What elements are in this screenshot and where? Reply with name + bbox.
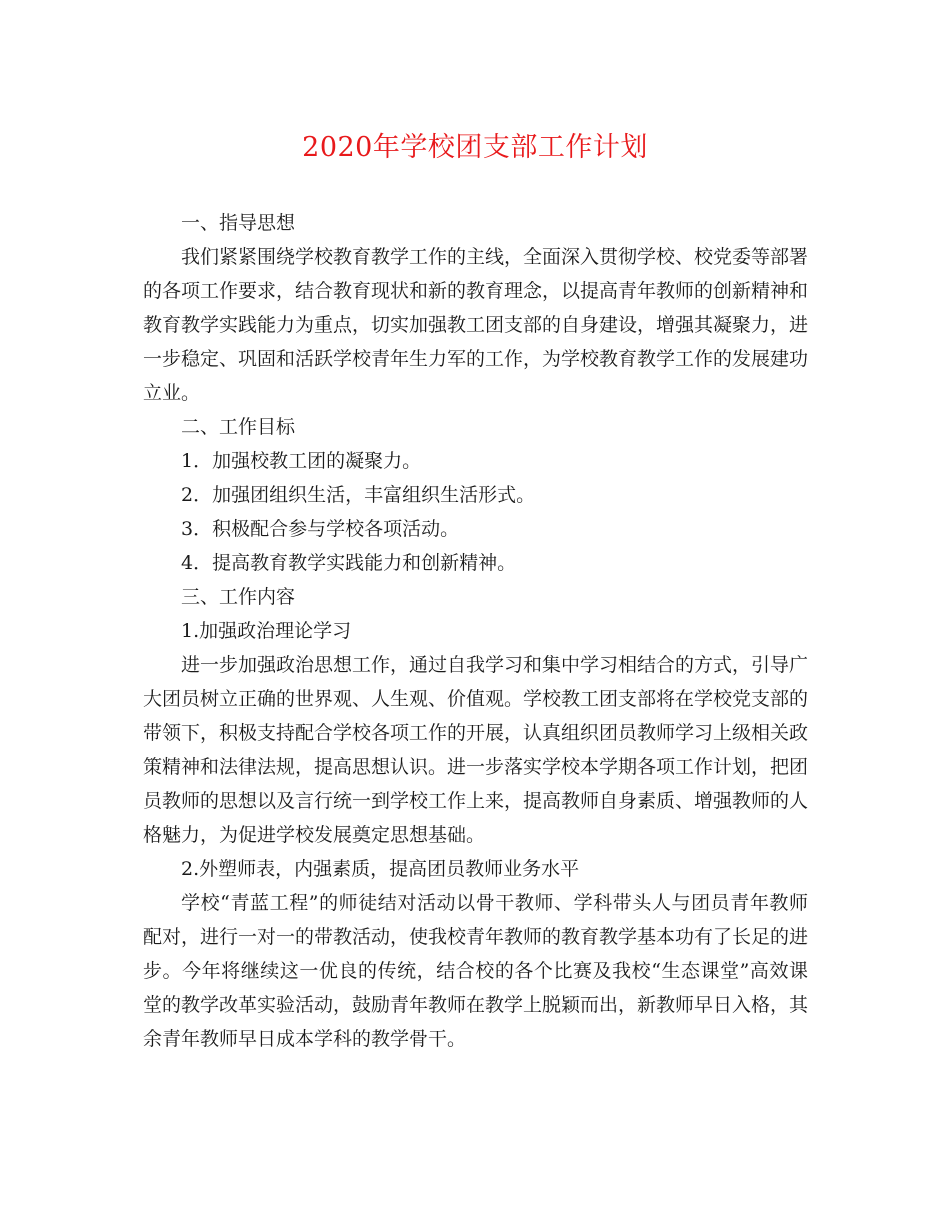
goal-item-2: 2．加强团组织生活，丰富组织生活形式。 bbox=[181, 484, 536, 506]
goal-item-4: 4．提高教育教学实践能力和创新精神。 bbox=[181, 552, 517, 574]
goal-item-1: 1．加强校教工团的凝聚力。 bbox=[181, 450, 422, 472]
goal-item-3: 3．积极配合参与学校各项活动。 bbox=[181, 518, 460, 540]
paragraph-political-study: 进一步加强政治思想工作，通过自我学习和集中学习相结合的方式，引导广大团员树立正确的世界观、人生观、价值观。学校教工团支部将在学校党支部的带领下，积极支持配合学校各项工作的开展，认真组织团员教师学习上级相关政策精神和法律法规，提高思想认识。进一步落实学校本学期各项工作计划，把团员教师的思想以及言行统一到学校工作上来，提高教师自身素质、增强教师的人格魅力，为促进学校发展奠定思想基础。 bbox=[143, 654, 809, 846]
paragraph-guiding-ideology: 我们紧紧围绕学校教育教学工作的主线，全面深入贯彻学校、校党委等部署的各项工作要求，结合教育现状和新的教育理念，以提高青年教师的创新精神和教育教学实践能力为重点，切实加强教工团支部的自身建设，增强其凝聚力，进一步稳定、巩固和活跃学校青年生力军的工作，为学校教育教学工作的发展建功立业。 bbox=[143, 246, 809, 404]
paragraph-teacher-quality: 学校“青蓝工程”的师徒结对活动以骨干教师、学科带头人与团员青年教师配对，进行一对一的带教活动，使我校青年教师的教育教学基本功有了长足的进步。今年将继续这一优良的传统，结合校的各个比赛及我校“生态课堂”高效课堂的教学改革实验活动，鼓励青年教师在教学上脱颖而出，新教师早日入格，其余青年教师早日成本学科的教学骨干。 bbox=[143, 892, 809, 1050]
heading-work-goals: 二、工作目标 bbox=[181, 416, 296, 438]
subheading-teacher-quality: 2.外塑师表，内强素质，提高团员教师业务水平 bbox=[181, 858, 580, 880]
subheading-political-study: 1.加强政治理论学习 bbox=[181, 620, 352, 642]
heading-work-content: 三、工作内容 bbox=[181, 586, 296, 608]
heading-guiding-ideology: 一、指导思想 bbox=[181, 212, 296, 234]
document-body bbox=[143, 206, 808, 1056]
document-title: 2020年学校团支部工作计划 bbox=[302, 132, 648, 163]
